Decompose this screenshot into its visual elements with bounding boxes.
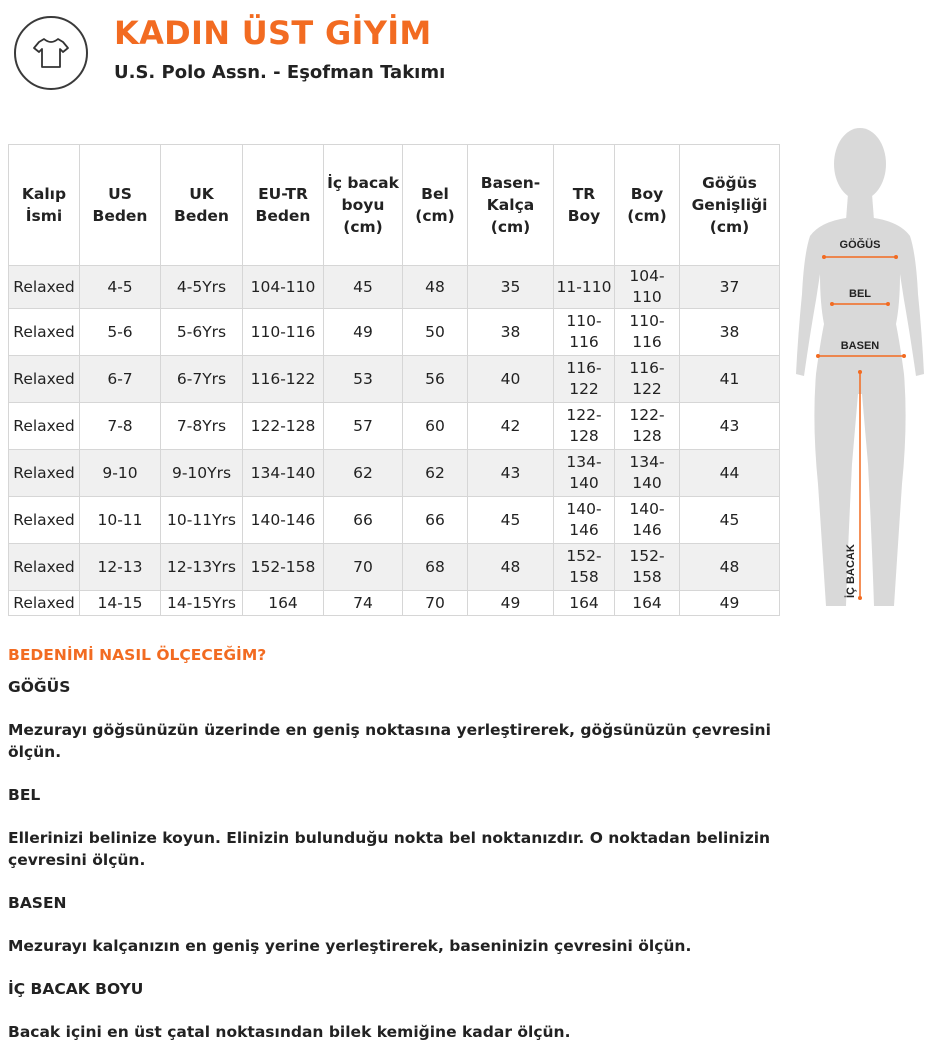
table-cell: 48 <box>403 266 468 309</box>
table-cell: 57 <box>324 403 403 450</box>
table-cell: Relaxed <box>9 450 80 497</box>
table-cell: 43 <box>680 403 780 450</box>
table-cell: 152-158 <box>554 544 615 591</box>
column-header: TR Boy <box>554 145 615 266</box>
column-header: Kalıp İsmi <box>9 145 80 266</box>
table-cell: 7-8Yrs <box>161 403 243 450</box>
table-cell: 6-7Yrs <box>161 356 243 403</box>
guide-heading: GÖĞÜS <box>8 678 71 696</box>
hip-label: BASEN <box>840 340 880 352</box>
column-header: İç bacak boyu (cm) <box>324 145 403 266</box>
table-cell: 49 <box>680 591 780 616</box>
table-cell: 70 <box>403 591 468 616</box>
table-cell: Relaxed <box>9 403 80 450</box>
table-cell: 66 <box>403 497 468 544</box>
table-cell: 104-110 <box>243 266 324 309</box>
table-cell: 140-146 <box>554 497 615 544</box>
inseam-measure <box>858 370 862 600</box>
table-row <box>9 544 780 591</box>
table-row <box>9 266 780 309</box>
table-cell: 43 <box>468 450 554 497</box>
table-cell: 10-11Yrs <box>161 497 243 544</box>
table-cell: 122-128 <box>615 403 680 450</box>
table-cell: 14-15 <box>80 591 161 616</box>
size-table <box>8 144 780 616</box>
table-cell: Relaxed <box>9 356 80 403</box>
table-cell: 38 <box>680 309 780 356</box>
table-row <box>9 356 780 403</box>
table-cell: 104-110 <box>615 266 680 309</box>
table-cell: 4-5 <box>80 266 161 309</box>
page-header <box>14 14 914 94</box>
table-cell: Relaxed <box>9 544 80 591</box>
table-cell: 12-13Yrs <box>161 544 243 591</box>
body-measurement-figure <box>790 124 930 620</box>
table-row <box>9 450 780 497</box>
table-cell: Relaxed <box>9 309 80 356</box>
column-header: UK Beden <box>161 145 243 266</box>
table-cell: 42 <box>468 403 554 450</box>
table-cell: 140-146 <box>615 497 680 544</box>
table-cell: 49 <box>468 591 554 616</box>
table-cell: 152-158 <box>243 544 324 591</box>
table-cell: 5-6 <box>80 309 161 356</box>
table-cell: 152-158 <box>615 544 680 591</box>
column-header: Göğüs Genişliği (cm) <box>680 145 780 266</box>
table-cell: 110-116 <box>243 309 324 356</box>
table-cell: 50 <box>403 309 468 356</box>
table-cell: 7-8 <box>80 403 161 450</box>
guide-text: Mezurayı kalçanızın en geniş yerine yerleştirerek, baseninizin çevresini ölçün. <box>8 937 692 955</box>
guide-heading: BASEN <box>8 894 67 912</box>
table-cell: 45 <box>680 497 780 544</box>
table-cell: 110-116 <box>615 309 680 356</box>
table-cell: 140-146 <box>243 497 324 544</box>
table-cell: 164 <box>615 591 680 616</box>
table-header-row <box>9 145 780 266</box>
column-header: US Beden <box>80 145 161 266</box>
table-cell: 12-13 <box>80 544 161 591</box>
table-cell: 6-7 <box>80 356 161 403</box>
table-cell: 74 <box>324 591 403 616</box>
table-cell: 49 <box>324 309 403 356</box>
table-cell: 70 <box>324 544 403 591</box>
table-row <box>9 403 780 450</box>
guide-heading: İÇ BACAK BOYU <box>8 980 144 998</box>
table-cell: 116-122 <box>554 356 615 403</box>
table-cell: 48 <box>468 544 554 591</box>
table-cell: Relaxed <box>9 591 80 616</box>
table-cell: 62 <box>403 450 468 497</box>
column-header: Boy (cm) <box>615 145 680 266</box>
table-cell: 116-122 <box>615 356 680 403</box>
table-cell: 134-140 <box>615 450 680 497</box>
table-cell: 9-10 <box>80 450 161 497</box>
table-cell: 164 <box>554 591 615 616</box>
table-cell: Relaxed <box>9 497 80 544</box>
inseam-label: İÇ BACAK <box>845 544 857 598</box>
guide-question: BEDENİMİ NASIL ÖLÇECEĞİM? <box>8 646 267 664</box>
table-row <box>9 309 780 356</box>
table-cell: 66 <box>324 497 403 544</box>
waist-label: BEL <box>849 288 871 300</box>
table-cell: 10-11 <box>80 497 161 544</box>
measurement-guide <box>8 640 808 1043</box>
table-cell: Relaxed <box>9 266 80 309</box>
table-cell: 5-6Yrs <box>161 309 243 356</box>
page-subtitle: U.S. Polo Assn. - Eşofman Takımı <box>114 62 446 83</box>
table-cell: 164 <box>243 591 324 616</box>
table-cell: 134-140 <box>554 450 615 497</box>
guide-text: Ellerinizi belinize koyun. Elinizin bulunduğu nokta bel noktanızdır. O noktadan belinizin çevresini ölçün. <box>8 829 771 869</box>
table-cell: 37 <box>680 266 780 309</box>
guide-text: Bacak içini en üst çatal noktasından bilek kemiğine kadar ölçün. <box>8 1023 571 1041</box>
table-cell: 62 <box>324 450 403 497</box>
table-cell: 45 <box>468 497 554 544</box>
table-cell: 48 <box>680 544 780 591</box>
table-cell: 56 <box>403 356 468 403</box>
table-cell: 134-140 <box>243 450 324 497</box>
table-cell: 116-122 <box>243 356 324 403</box>
chest-label: GÖĞÜS <box>839 239 881 251</box>
table-cell: 35 <box>468 266 554 309</box>
table-cell: 68 <box>403 544 468 591</box>
table-cell: 41 <box>680 356 780 403</box>
table-cell: 110-116 <box>554 309 615 356</box>
table-cell: 122-128 <box>554 403 615 450</box>
table-row <box>9 591 780 616</box>
table-cell: 53 <box>324 356 403 403</box>
column-header: Basen-Kalça (cm) <box>468 145 554 266</box>
table-cell: 11-110 <box>554 266 615 309</box>
table-cell: 14-15Yrs <box>161 591 243 616</box>
guide-heading: BEL <box>8 786 41 804</box>
guide-text: Mezurayı göğsünüzün üzerinde en geniş noktasına yerleştirerek, göğsünüzün çevresini ölçün. <box>8 721 771 761</box>
table-cell: 122-128 <box>243 403 324 450</box>
table-cell: 44 <box>680 450 780 497</box>
tshirt-icon <box>14 16 88 90</box>
table-cell: 4-5Yrs <box>161 266 243 309</box>
column-header: Bel (cm) <box>403 145 468 266</box>
table-cell: 38 <box>468 309 554 356</box>
page-title: KADIN ÜST GİYİM <box>114 14 432 52</box>
table-cell: 9-10Yrs <box>161 450 243 497</box>
table-row <box>9 497 780 544</box>
table-cell: 45 <box>324 266 403 309</box>
column-header: EU-TR Beden <box>243 145 324 266</box>
table-cell: 60 <box>403 403 468 450</box>
table-cell: 40 <box>468 356 554 403</box>
